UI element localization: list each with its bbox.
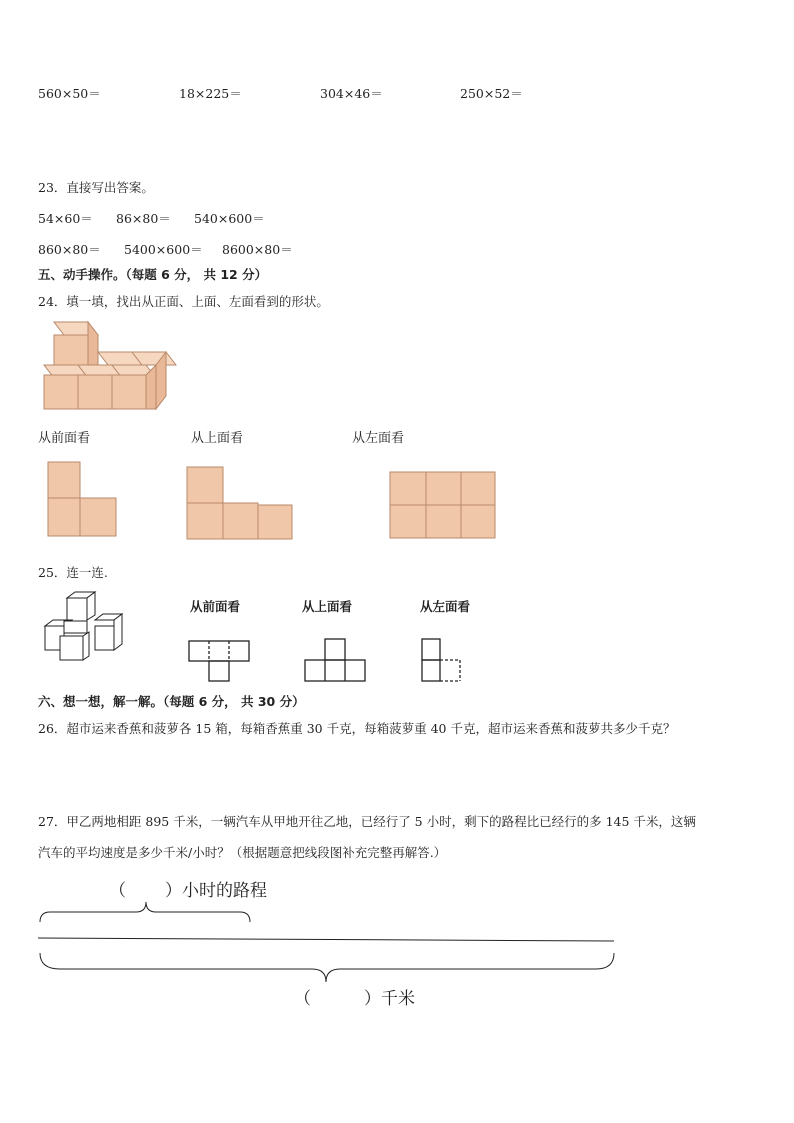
q25-title: 25．连一连. (38, 565, 108, 580)
q27-bottom-blank-open: （ (294, 989, 311, 1009)
q27-bottom-brace (40, 953, 614, 982)
q24-front-view (48, 462, 116, 536)
q24-left-view (390, 472, 495, 538)
q25-label-left: 从左面看 (420, 599, 471, 614)
q27-top-brace (40, 902, 250, 922)
q24-label-front: 从前面看 (38, 431, 91, 446)
calc-250x52: 250×52＝ (460, 86, 523, 101)
q25-cube-wireframe (45, 592, 122, 660)
q24-top-view (187, 467, 292, 539)
q23-calc-1: 54×60＝ (38, 211, 93, 226)
q27-top-blank-open: （ (109, 881, 126, 901)
q23-calc-5: 5400×600＝ (124, 242, 203, 257)
q23-title: 23．直接写出答案。 (38, 180, 154, 195)
calc-304x46: 304×46＝ (320, 86, 383, 101)
q27-segment-diagram (38, 902, 614, 982)
q27-bottom-blank-label: ）千米 (364, 989, 415, 1009)
q25-left-view (422, 639, 460, 681)
q24-label-top: 从上面看 (191, 431, 244, 446)
q25-label-top: 从上面看 (302, 599, 353, 614)
q26-text: 26．超市运来香蕉和菠萝各 15 箱，每箱香蕉重 30 千克，每箱菠萝重 40 千克，超市运来香蕉和菠萝共多少千克？ (38, 721, 676, 736)
q24-title: 24．填一填，找出从正面、上面、左面看到的形状。 (38, 294, 329, 309)
q25-front-view (189, 641, 249, 681)
section-5-heading: 五、动手操作。（每题 6 分， 共 12 分） (38, 267, 268, 282)
q27-top-blank-label: ）小时的路程 (165, 881, 267, 901)
q27-main-line (38, 938, 614, 941)
q27-text-line2: 汽车的平均速度是多少千米/小时？（根据题意把线段图补充完整再解答.） (38, 845, 447, 860)
q24-cube-stack (44, 322, 176, 409)
q23-calc-6: 8600×80＝ (222, 242, 293, 257)
q23-calc-3: 540×600＝ (194, 211, 265, 226)
section-6-heading: 六、想一想，解一解。（每题 6 分， 共 30 分） (38, 694, 305, 709)
q27-text-line1: 27．甲乙两地相距 895 千米，一辆汽车从甲地开往乙地，已经行了 5 小时，剩下的路程比已经行的多 145 千米，这辆 (38, 814, 696, 829)
q25-label-front: 从前面看 (190, 599, 241, 614)
calc-18x225: 18×225＝ (179, 86, 242, 101)
q24-label-left: 从左面看 (352, 431, 405, 446)
q23-calc-4: 860×80＝ (38, 242, 101, 257)
calc-560x50: 560×50＝ (38, 86, 101, 101)
q23-calc-2: 86×80＝ (116, 211, 171, 226)
q25-top-view (305, 639, 365, 681)
